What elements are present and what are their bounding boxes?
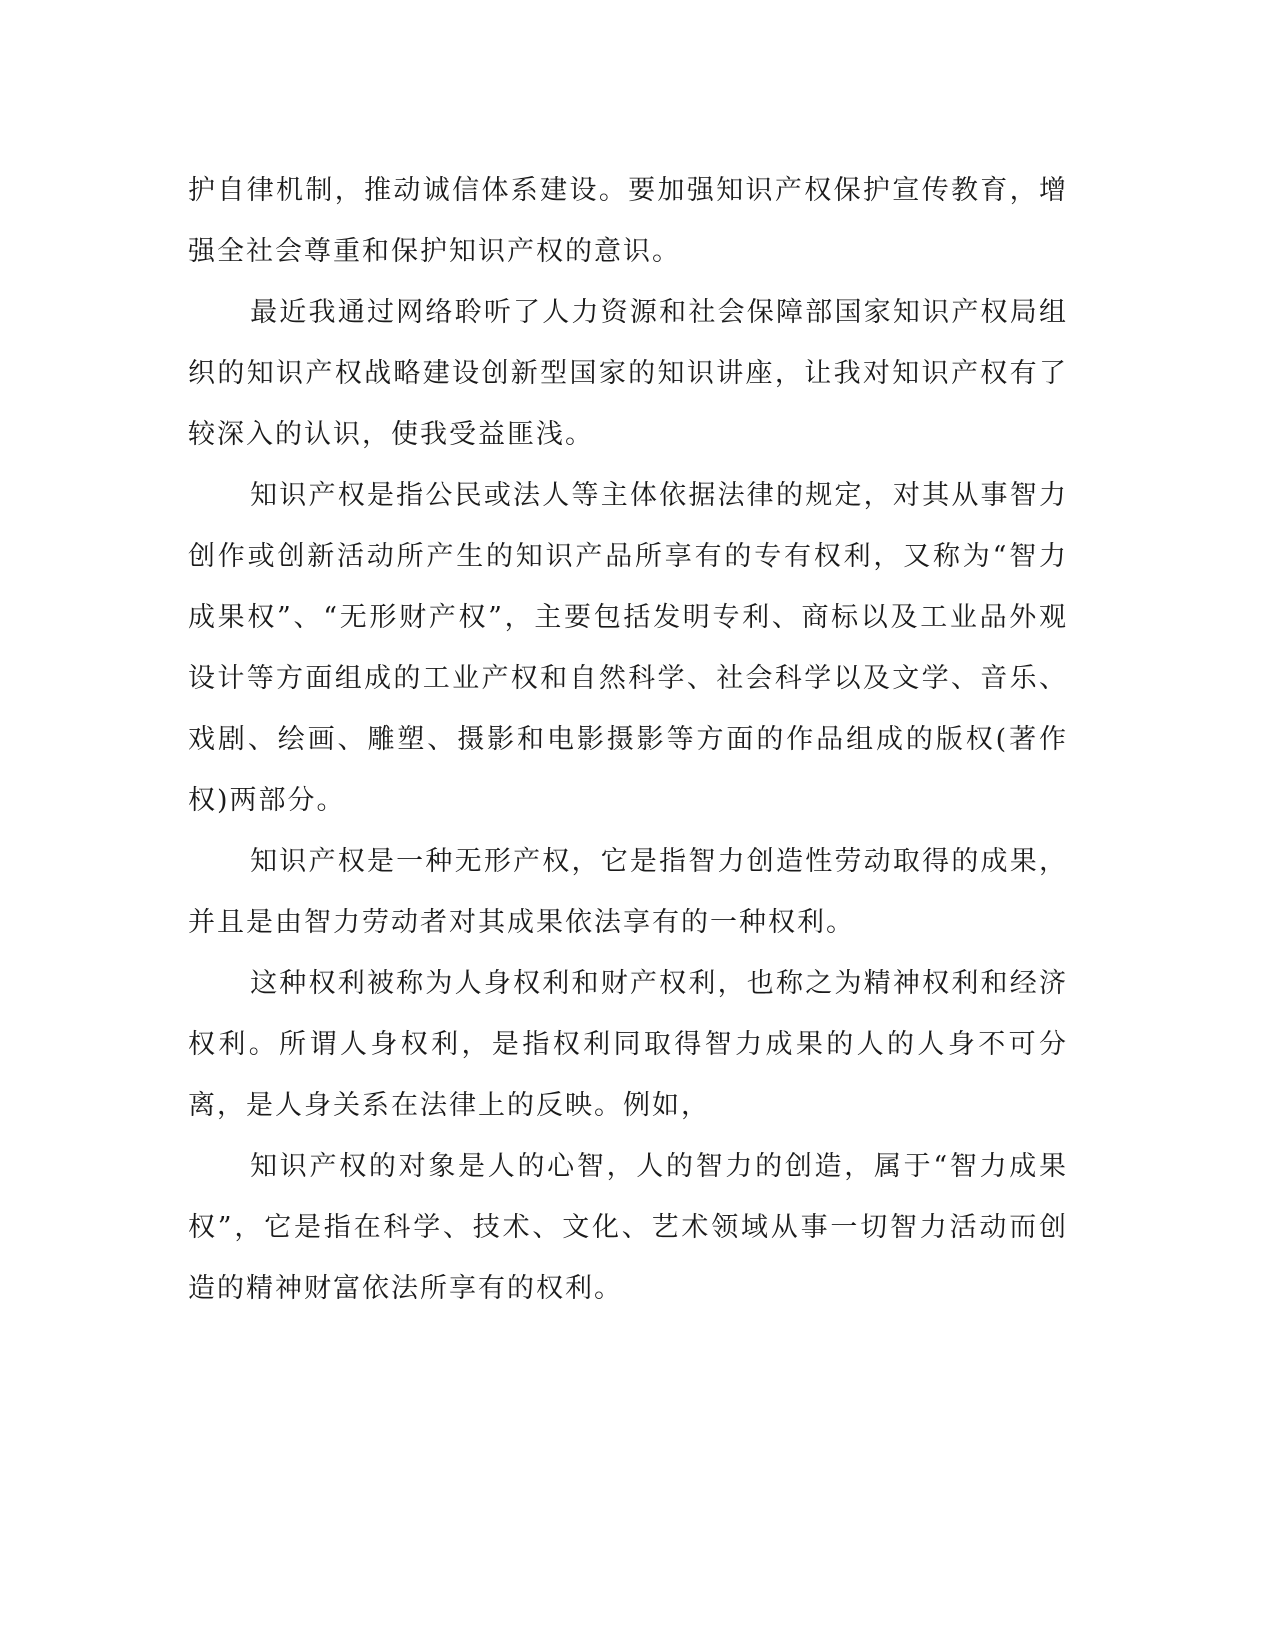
- document-body: [188, 160, 1068, 1319]
- paragraph-lecture-intro: 最近我通过网络聆听了人力资源和社会保障部国家知识产权局组织的知识产权战略建设创新型国家的知识讲座，让我对知识产权有了较深入的认识，使我受益匪浅。: [188, 297, 1068, 450]
- paragraph-personal-rights: 这种权利被称为人身权利和财产权利，也称之为精神权利和经济权利。所谓人身权利，是指权利同取得智力成果的人的人身不可分离，是人身关系在法律上的反映。例如，: [188, 968, 1068, 1121]
- paragraph-ip-object: 知识产权的对象是人的心智，人的智力的创造，属于“智力成果权”，它是指在科学、技术、文化、艺术领域从事一切智力活动而创造的精神财富依法所享有的权利。: [188, 1151, 1068, 1304]
- paragraph-ip-definition: 知识产权是指公民或法人等主体依据法律的规定，对其从事智力创作或创新活动所产生的知识产品所享有的专有权利，又称为“智力成果权”、“无形财产权”，主要包括发明专利、商标以及工业品外观设计等方面组成的工业产权和自然科学、社会科学以及文学、音乐、戏剧、绘画、雕塑、摄影和电影摄影等方面的作品组成的版权(著作权)两部分。: [188, 480, 1068, 816]
- paragraph-intangible-property: 知识产权是一种无形产权，它是指智力创造性劳动取得的成果，并且是由智力劳动者对其成果依法享有的一种权利。: [188, 846, 1068, 938]
- paragraph-continuation: 护自律机制，推动诚信体系建设。要加强知识产权保护宣传教育，增强全社会尊重和保护知识产权的意识。: [188, 175, 1068, 267]
